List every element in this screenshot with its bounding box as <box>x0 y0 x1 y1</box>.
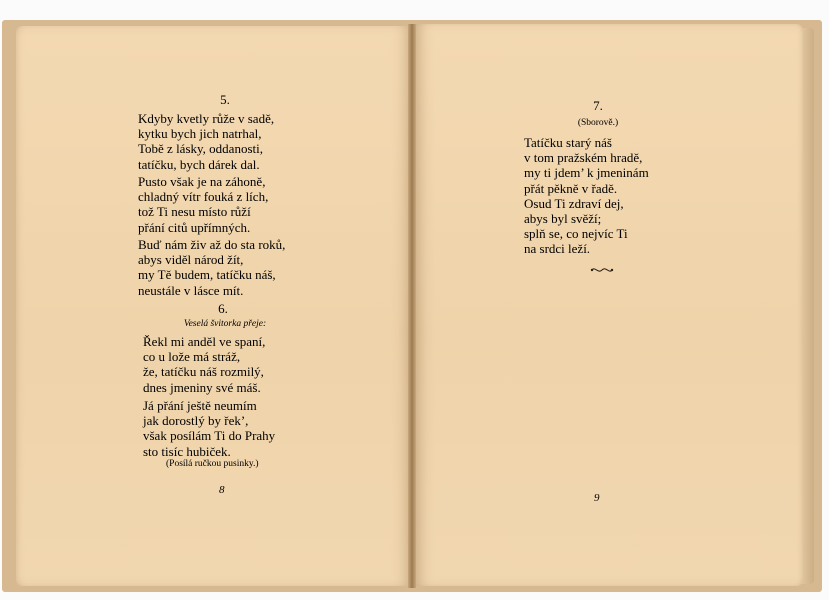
page-number-right: 9 <box>594 492 600 504</box>
poem-7-number: 7. <box>593 98 603 113</box>
verse-line: tatíčku, bych dárek dal. <box>138 156 260 172</box>
poem-5-stanza-1 <box>138 111 274 172</box>
verse-line: splň se, co nejvíc Ti <box>524 226 628 242</box>
poem-7-subtitle: (Sborově.) <box>577 118 619 128</box>
verse-line: my ti jdem’ k jmeninám <box>524 165 649 181</box>
verse-line: Osud Ti zdraví dej, <box>524 195 624 211</box>
verse-line: dnes jmeniny své máš. <box>143 379 261 395</box>
verse-line: Já přání ještě neumím <box>143 398 257 413</box>
poem-7-stanza <box>524 135 649 257</box>
verse-line: tož Ti nesu místo růží <box>138 204 251 220</box>
poem-5-number: 5. <box>220 92 230 107</box>
verse-line: chladný vítr fouká z lích, <box>138 189 269 205</box>
verse-line: my Tě budem, tatíčku náš, <box>138 267 276 283</box>
stage-direction: (Posílá ručkou pusinky.) <box>166 459 259 469</box>
verse-line: přání citů upřímných. <box>138 219 251 235</box>
verse-line: Buď nám živ až do sta roků, <box>138 237 286 252</box>
verse-line: jak dorostlý by řek’, <box>143 413 249 429</box>
poem-6-stanza-2 <box>143 398 275 459</box>
poem-5-stanza-2 <box>138 174 268 235</box>
verse-line: co u lože má stráž, <box>143 349 241 365</box>
verse-line: Tobě z lásky, oddanosti, <box>138 141 263 157</box>
scroll-ornament-icon <box>590 266 614 274</box>
verse-line: sto tisíc hubiček. <box>143 443 231 459</box>
page-number-left: 8 <box>219 484 225 496</box>
verse-line: na srdci leží. <box>524 241 591 257</box>
verse-line: přát pěkně v řadě. <box>524 180 618 196</box>
verse-line: Kdyby kvetly růže v sadě, <box>138 111 275 126</box>
verse-line: že, tatíčku náš rozmilý, <box>143 364 264 380</box>
poem-5-stanza-3 <box>138 237 285 298</box>
poem-6-subtitle: Veselá švitorka přeje: <box>183 319 267 329</box>
verse-line: neustále v lásce mít. <box>138 282 244 298</box>
verse-line: Řekl mi anděl ve spaní, <box>143 334 266 349</box>
poem-6-number: 6. <box>218 301 228 316</box>
verse-line: abys viděl národ žít, <box>138 252 244 268</box>
verse-line: však posílám Ti do Prahy <box>143 428 276 444</box>
verse-line: Pusto však je na záhoně, <box>138 174 266 189</box>
verse-line: v tom pražském hradě, <box>524 150 643 166</box>
poem-6-stanza-1 <box>143 334 265 395</box>
verse-line: kytku bych jich natrhal, <box>138 126 262 142</box>
verse-line: abys byl svěží; <box>524 211 602 227</box>
verse-line: Tatíčku starý náš <box>524 135 612 150</box>
book-spine <box>408 24 416 588</box>
